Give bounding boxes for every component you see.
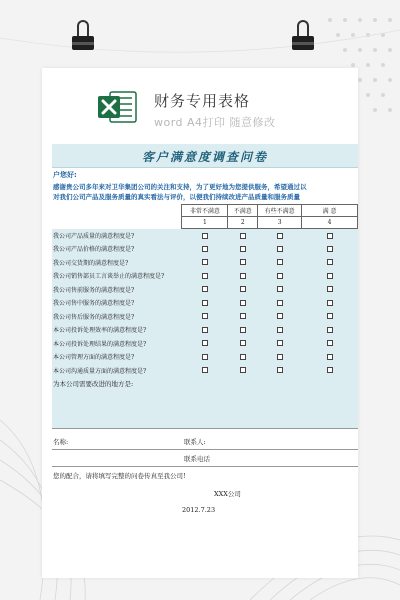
question-label: 我公司交货期的满意程度是? (52, 256, 182, 270)
template-card (42, 68, 358, 578)
question-label: 我公司售后服务的满意程度是? (52, 310, 182, 324)
rating-checkbox[interactable] (277, 313, 283, 319)
rating-cell (302, 364, 358, 378)
rating-checkbox[interactable] (327, 286, 333, 292)
thanks-text: 您的配合，请将填写完整的问卷传真至我公司! (53, 472, 186, 480)
rating-cell (182, 296, 228, 310)
rating-cell (258, 296, 302, 310)
rating-number: 4 (302, 217, 358, 229)
rating-number: 2 (228, 217, 258, 229)
contact-label: 联系人: (184, 438, 206, 446)
rating-cell (258, 323, 302, 337)
rating-cell (182, 337, 228, 351)
rating-cell (228, 350, 258, 364)
rating-checkbox[interactable] (240, 327, 246, 333)
improvement-section (52, 377, 358, 429)
rating-number: 1 (182, 217, 228, 229)
greeting: 户您好: (53, 171, 77, 179)
rating-checkbox[interactable] (240, 354, 246, 360)
survey-date: 2012.7.23 (182, 506, 216, 514)
rating-checkbox[interactable] (277, 246, 283, 252)
rating-checkbox[interactable] (202, 273, 208, 279)
rating-checkbox[interactable] (327, 354, 333, 360)
improvement-label: 为本公司需要改进的地方是: (53, 380, 134, 388)
rating-checkbox[interactable] (240, 286, 246, 292)
question-label: 本公司沟通质量方面的满意程度是? (52, 364, 182, 378)
sheet-title: 客户满意度调查问卷 (141, 150, 268, 164)
rating-checkbox[interactable] (327, 327, 333, 333)
rating-cell (302, 310, 358, 324)
rating-checkbox[interactable] (202, 367, 208, 373)
rating-cell (182, 323, 228, 337)
excel-icon (96, 88, 138, 126)
rating-cell (258, 256, 302, 270)
rating-header-row (52, 205, 358, 217)
rating-cell (182, 229, 228, 243)
question-rows (52, 229, 358, 378)
rating-cell (258, 269, 302, 283)
rating-cell (302, 242, 358, 256)
question-label: 我公司售前服务的满意程度是? (52, 283, 182, 297)
rating-checkbox[interactable] (327, 313, 333, 319)
rating-cell (302, 337, 358, 351)
rating-cell (182, 364, 228, 378)
divider (52, 466, 358, 467)
question-label: 我公司产品质量的满意程度是? (52, 229, 182, 243)
company-name: XXX公司 (214, 490, 241, 498)
binder-clip-left-icon (72, 20, 94, 56)
question-row (52, 337, 358, 351)
rating-checkbox[interactable] (202, 313, 208, 319)
rating-checkbox[interactable] (327, 300, 333, 306)
survey-table (52, 204, 358, 377)
rating-checkbox[interactable] (202, 300, 208, 306)
rating-checkbox[interactable] (240, 273, 246, 279)
rating-checkbox[interactable] (240, 340, 246, 346)
question-label: 本公司投诉处理效率的满意程度是? (52, 323, 182, 337)
sheet-title-bar (52, 144, 358, 168)
rating-cell (182, 242, 228, 256)
rating-cell (182, 350, 228, 364)
rating-checkbox[interactable] (327, 246, 333, 252)
rating-cell (182, 283, 228, 297)
rating-cell (258, 364, 302, 378)
rating-header: 不满意 (228, 205, 258, 217)
question-label: 我公司产品价格的满意程度是? (52, 242, 182, 256)
rating-checkbox[interactable] (240, 313, 246, 319)
rating-checkbox[interactable] (277, 340, 283, 346)
rating-checkbox[interactable] (202, 286, 208, 292)
rating-cell (258, 229, 302, 243)
rating-checkbox[interactable] (277, 327, 283, 333)
rating-header: 满 意 (302, 205, 358, 217)
rating-number-row (52, 217, 358, 229)
page-subtitle: word A4打印 随意修改 (154, 116, 276, 129)
question-row (52, 364, 358, 378)
rating-cell (258, 310, 302, 324)
question-row (52, 256, 358, 270)
rating-checkbox[interactable] (327, 273, 333, 279)
rating-cell (228, 364, 258, 378)
rating-checkbox[interactable] (327, 233, 333, 239)
rating-cell (302, 350, 358, 364)
rating-checkbox[interactable] (327, 340, 333, 346)
rating-checkbox[interactable] (277, 259, 283, 265)
question-label: 我公司销售部员工言谈举止的满意程度是? (52, 269, 182, 283)
rating-header: 有些不满意 (258, 205, 302, 217)
rating-number: 3 (258, 217, 302, 229)
rating-cell (228, 310, 258, 324)
question-row (52, 242, 358, 256)
question-row (52, 310, 358, 324)
phone-label: 联系电话 (184, 455, 210, 463)
footer-section (52, 429, 358, 529)
rating-checkbox[interactable] (277, 273, 283, 279)
rating-cell (228, 323, 258, 337)
rating-cell (302, 229, 358, 243)
rating-cell (302, 269, 358, 283)
rating-checkbox[interactable] (240, 300, 246, 306)
question-row (52, 229, 358, 243)
rating-checkbox[interactable] (240, 233, 246, 239)
rating-checkbox[interactable] (277, 367, 283, 373)
card-header (42, 68, 358, 140)
name-label: 名称: (53, 438, 69, 446)
question-row (52, 296, 358, 310)
rating-cell (228, 229, 258, 243)
page-title: 财务专用表格 (154, 92, 251, 110)
number-spacer (52, 217, 182, 229)
rating-cell (302, 283, 358, 297)
rating-checkbox[interactable] (202, 259, 208, 265)
question-label: 本公司投诉处理结果的满意程度是? (52, 337, 182, 351)
rating-cell (182, 310, 228, 324)
rating-checkbox[interactable] (277, 233, 283, 239)
rating-checkbox[interactable] (277, 286, 283, 292)
rating-cell (182, 269, 228, 283)
rating-cell (228, 296, 258, 310)
rating-cell (302, 256, 358, 270)
question-row (52, 283, 358, 297)
rating-checkbox[interactable] (240, 246, 246, 252)
question-row (52, 269, 358, 283)
header-spacer (52, 205, 182, 217)
divider (52, 449, 358, 450)
rating-checkbox[interactable] (327, 259, 333, 265)
rating-cell (302, 323, 358, 337)
rating-cell (258, 337, 302, 351)
question-label: 我公司售中服务的满意程度是? (52, 296, 182, 310)
rating-cell (258, 242, 302, 256)
rating-checkbox[interactable] (277, 300, 283, 306)
rating-checkbox[interactable] (202, 233, 208, 239)
question-label: 本公司管理方面的满意程度是? (52, 350, 182, 364)
rating-cell (258, 283, 302, 297)
rating-checkbox[interactable] (327, 367, 333, 373)
rating-cell (182, 256, 228, 270)
rating-checkbox[interactable] (240, 259, 246, 265)
rating-cell (228, 337, 258, 351)
intro-line-2: 对我们公司产品及服务质量的真实看法与评价，以便我们持续改进产品质量和服务质量 (53, 193, 300, 201)
rating-checkbox[interactable] (202, 354, 208, 360)
question-row (52, 350, 358, 364)
rating-cell (228, 256, 258, 270)
rating-checkbox[interactable] (202, 246, 208, 252)
rating-cell (258, 350, 302, 364)
rating-header: 非常不满意 (182, 205, 228, 217)
rating-checkbox[interactable] (277, 354, 283, 360)
rating-cell (228, 283, 258, 297)
question-row (52, 323, 358, 337)
rating-checkbox[interactable] (240, 367, 246, 373)
binder-clip-right-icon (292, 20, 314, 56)
rating-cell (302, 296, 358, 310)
survey-sheet (52, 144, 358, 578)
intro-line-1: 感谢贵公司多年来对卫华集团公司的关注和支持，为了更好地为您提供服务，希望通过以 (53, 183, 307, 191)
rating-checkbox[interactable] (202, 327, 208, 333)
rating-cell (228, 269, 258, 283)
rating-checkbox[interactable] (202, 340, 208, 346)
rating-cell (228, 242, 258, 256)
